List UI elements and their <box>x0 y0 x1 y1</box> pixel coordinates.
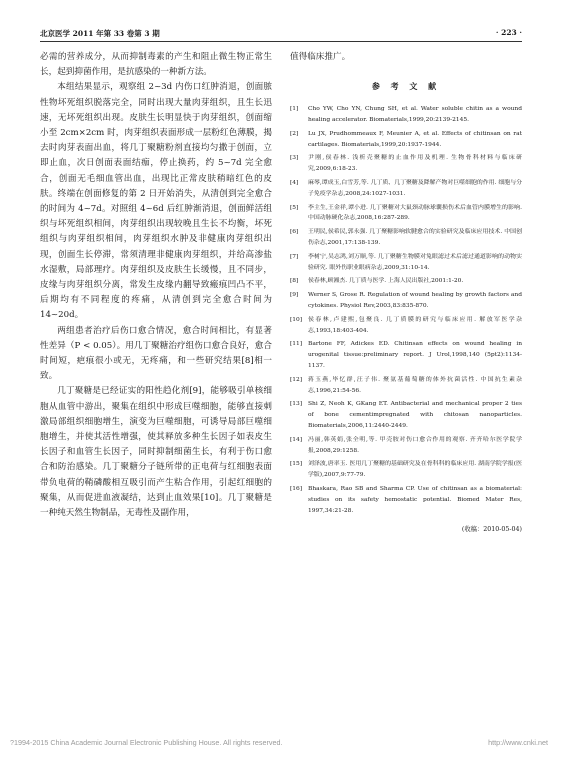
reference-text: 侯春林,顾湘杰. 几丁质与医学. 上海人民出版社,2001:1-20. <box>308 278 464 285</box>
journal-info: 北京医学 2011 年第 33 卷第 3 期 <box>40 29 160 38</box>
continuation-text: 值得临床推广。 <box>290 52 351 62</box>
reference-number: [13] <box>290 401 303 408</box>
reference-number: [11] <box>290 341 303 348</box>
reference-item <box>290 435 522 457</box>
reference-text: 冯丽,韩英娟,张全明,等. 甲壳胺对伤口愈合作用的观察. 齐齐哈尔医学院学报,2008,29:1258. <box>308 436 522 454</box>
reference-number: [6] <box>290 229 299 236</box>
reference-text: 侯春林,卢建熙,包聚良. 几丁质膜的研究与临床应用. 解放军医学杂志,1993,18:403-404. <box>308 316 522 334</box>
reference-item <box>290 203 522 225</box>
page-number: · 223 · <box>495 28 522 37</box>
reference-text: Lu JX, Prudhommeaux F, Meunier A, et al. Effects of chitinsan on rat cartilages. Biomaterials,1999,20:1937-1944. <box>308 130 522 148</box>
reference-text: Cho YW, Cho YN, Chung SH, et al. Water soluble chitin as a wound healing accelerator. Biomaterials,1999,20:2139-2145. <box>308 106 522 123</box>
reference-text: Bhaskara, Rao SB and Sharma CP. Use of chitinsan as a biomaterial: studies on its safety hemostatic potential. Biomed Mater Res, 1997,34:21-28. <box>308 485 522 514</box>
reference-number: [2] <box>290 130 299 137</box>
reference-item <box>290 399 522 431</box>
reference-number: [16] <box>290 485 303 492</box>
reference-text: Bartone FF, Adickes ED. Chitinsan effects on wound healing in urogenital tissue:preliminary report. J Urol,1998,140 (5pt2):1134-1137. <box>308 341 522 369</box>
reference-item <box>290 459 522 481</box>
reference-number: [12] <box>290 376 303 383</box>
left-column <box>40 50 272 521</box>
reference-item <box>290 375 522 397</box>
reference-number: [3] <box>290 155 299 162</box>
reference-number: [9] <box>290 292 299 299</box>
reference-text: 李主生,王金祥,谭小进. 几丁聚糖对大鼠颈动脉球囊损伤术后血管内膜增生的影响. 中国动脉硬化杂志,2008,16:287-289. <box>308 204 522 222</box>
body-paragraph: 两组患者治疗后伤口愈合情况，愈合时间相比，有显著性差异（P < 0.05）。用几丁聚糖治疗组伤口愈合良好，愈合时间短，疤痕很小或无，无疼痛，和一些研究结果[8]相一致。 <box>40 325 272 382</box>
reference-text: Werner S, Grose R. Regulation of wound healing by growth factors and cytokines. Physiol Rev,2003,83:835-870. <box>308 292 522 309</box>
reference-item <box>290 252 522 274</box>
reference-number: [5] <box>290 204 299 211</box>
reference-item <box>290 129 522 151</box>
reference-text: 李树宁,吴志鸿,刘万顺,等. 几丁聚糖生物膜对兔眼滤过术后滤过通道影响的动物实验研究. 眼外伤职业眼病杂志,2009,31:10-14. <box>308 253 522 271</box>
reference-item <box>290 315 522 337</box>
body-paragraph: 必需的营养成分，从而抑制毒素的产生和阻止微生物正常生长，起到抑菌作用，是抗感染的一种新方法。 <box>40 52 272 78</box>
reference-text: Shi Z, Neoh K, GKang ET. Antibacterial and mechanical proper 2 ties of bone cementimpregnated with chitosan nanoparticles. Biomaterials,2006,11:2440-2449. <box>308 401 522 429</box>
right-column <box>290 50 522 533</box>
reference-number: [14] <box>290 436 303 443</box>
reference-text: 王明民,侯希民,郭永强. 几丁聚糖影响软腱愈合的实验研究及临床应用技术. 中国创伤杂志,2001,17:138-139. <box>308 229 522 246</box>
reference-item <box>290 290 522 312</box>
reference-item <box>290 339 522 371</box>
reference-text: 刘泽波,唐率玉. 医用几丁聚糖的基础研究及在骨科科的临床应用. 湖南学院学报(医学版),2007,9:77-79. <box>308 461 522 479</box>
reference-number: [4] <box>290 179 299 186</box>
references-heading: 参 考 文 献 <box>371 81 441 92</box>
header-rule <box>40 41 522 42</box>
reference-item <box>290 153 522 175</box>
reference-number: [8] <box>290 278 299 285</box>
reference-item <box>290 484 522 516</box>
reference-item <box>290 178 522 200</box>
reference-text: 蒋玉燕,毕忆群,汪子伟. 聚氨基葡萄糖的体外抗菌活性. 中国抗生素杂志,1996,21:54-56. <box>308 376 522 394</box>
reference-number: [15] <box>290 461 303 468</box>
body-paragraph: 本组结果显示，观察组 2~3d 内伤口红肿消退，创面脓性物坏死组织脱落完全，同时出现大量肉芽组织，且生长迅速，无坏死组织出现。皮肤生长明显快于肉芽组织，创面缩小至 2cm×2cm 时，肉芽组织表面形成一层粉红色薄膜，揭去时肉芽表面出血，将几丁聚糖粉剂直接均匀撒于创面，立即止血，次日创面表面结痂，停止换药，约 5~7d 完全愈合，创面无毛细血管出血，出现比正常皮肤稍暗红色的皮肤。终端在创面修复的第 2 日开始消失，从清创到完全愈合的时间为 4~7d。对照组 4~6d 后红肿渐消退，创面鲜活组织与坏死组织相间，肉芽组织出现较晚且生长不均衡，坏死组织与肉芽组织相间，肉芽组织水肿及非健康肉芽组织出现，创面生长停滞，常须清理非健康肉芽组织，并给高渗盐水湿敷，局部理疗。肉芽组织及皮肤生长缓慢，且不同步，皮缘与肉芽组织分离，常发生皮缘内翻导致瘢痕凹凸不平，后期均有不同程度的疼痛，从清创到完全愈合时间为 14~20d。 <box>40 82 272 321</box>
reference-item <box>290 227 522 249</box>
reference-item <box>290 104 522 126</box>
received-date: (收稿：2010-05-04) <box>461 526 522 534</box>
reference-text: 尹刚,侯春林. 浅析壳聚糖的止血作用及机理. 生物骨科材料与临床研究,2009,6:18-23. <box>308 155 522 173</box>
reference-number: [7] <box>290 253 299 260</box>
running-header <box>40 26 522 40</box>
reference-list <box>290 104 522 516</box>
reference-number: [1] <box>290 106 299 113</box>
body-paragraph: 几丁聚糖是已经证实的阳性趋化剂[9]，能够吸引单核细胞从血管中游出，聚集在组织中形成巨噬细胞，能够直接刺激局部组织细胞增生，演变为巨噬细胞，可诱导局部巨噬细胞增生，并使其活性增强，使其释放多种生长因子如表皮生长因子和血管生长因子，同时抑制细菌生长，有利于伤口愈合和防治感染。几丁聚糖分子链所带的正电荷与红细胞表面带负电荷的鞘磷酸相互吸引而产生粘合作用，引起红细胞的聚集，从而促进血液凝结，达到止血效果[10]。几丁聚糖是一种纯天然生物制品，无毒性及副作用， <box>40 386 272 519</box>
site-url: http://www.cnki.net <box>488 738 548 747</box>
reference-text: 麻琴,谭成玉,白雪芳,等. 几丁质、几丁聚糖及降解产物对巨噬细胞的作用. 细胞与分子免疫学杂志,2008,24:1027-1031. <box>308 179 522 197</box>
copyright-notice: ?1994-2015 China Academic Journal Electronic Publishing House. All rights reserved. <box>10 738 283 747</box>
reference-item <box>290 276 522 287</box>
page-footer <box>10 738 552 750</box>
reference-number: [10] <box>290 316 303 323</box>
